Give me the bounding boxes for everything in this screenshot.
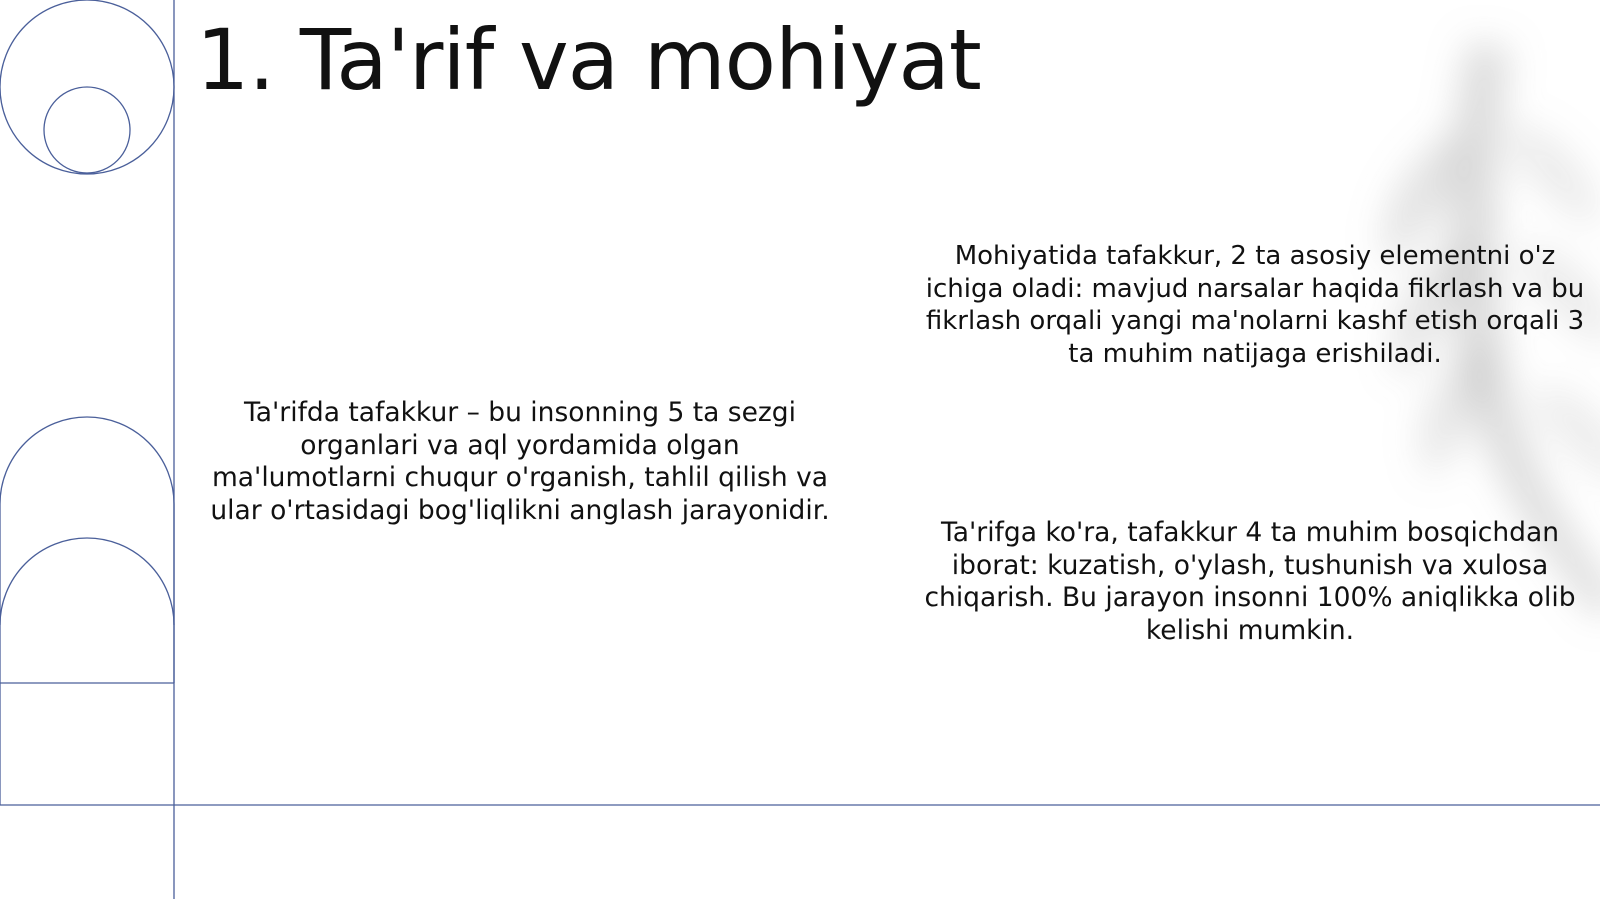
- stages-text-block: Ta'rifga ko'ra, tafakkur 4 ta muhim bosqichdan iborat: kuzatish, o'ylash, tushunish va xulosa chiqarish. Bu jarayon insonni 100% aniqlikka olib kelishi mumkin.: [924, 517, 1576, 646]
- small-circle-shape: [44, 87, 130, 173]
- lower-arch-shape: [0, 538, 174, 625]
- slide-title: 1. Ta'rif va mohiyat: [196, 11, 981, 109]
- essence-text-block: Mohiyatida tafakkur, 2 ta asosiy elementni o'z ichiga oladi: mavjud narsalar haqida fikrlash va bu fikrlash orqali yangi ma'nolarni kashf etish orqali 3 ta muhim natijaga erishiladi.: [925, 241, 1585, 369]
- definition-text-block: Ta'rifda tafakkur – bu insonning 5 ta sezgi organlari va aql yordamida olgan ma'lumotlarni chuqur o'rganish, tahlil qilish va ular o'rtasidagi bog'liqlikni anglash jarayonidir.: [210, 397, 830, 526]
- upper-arch-shape: [0, 417, 174, 683]
